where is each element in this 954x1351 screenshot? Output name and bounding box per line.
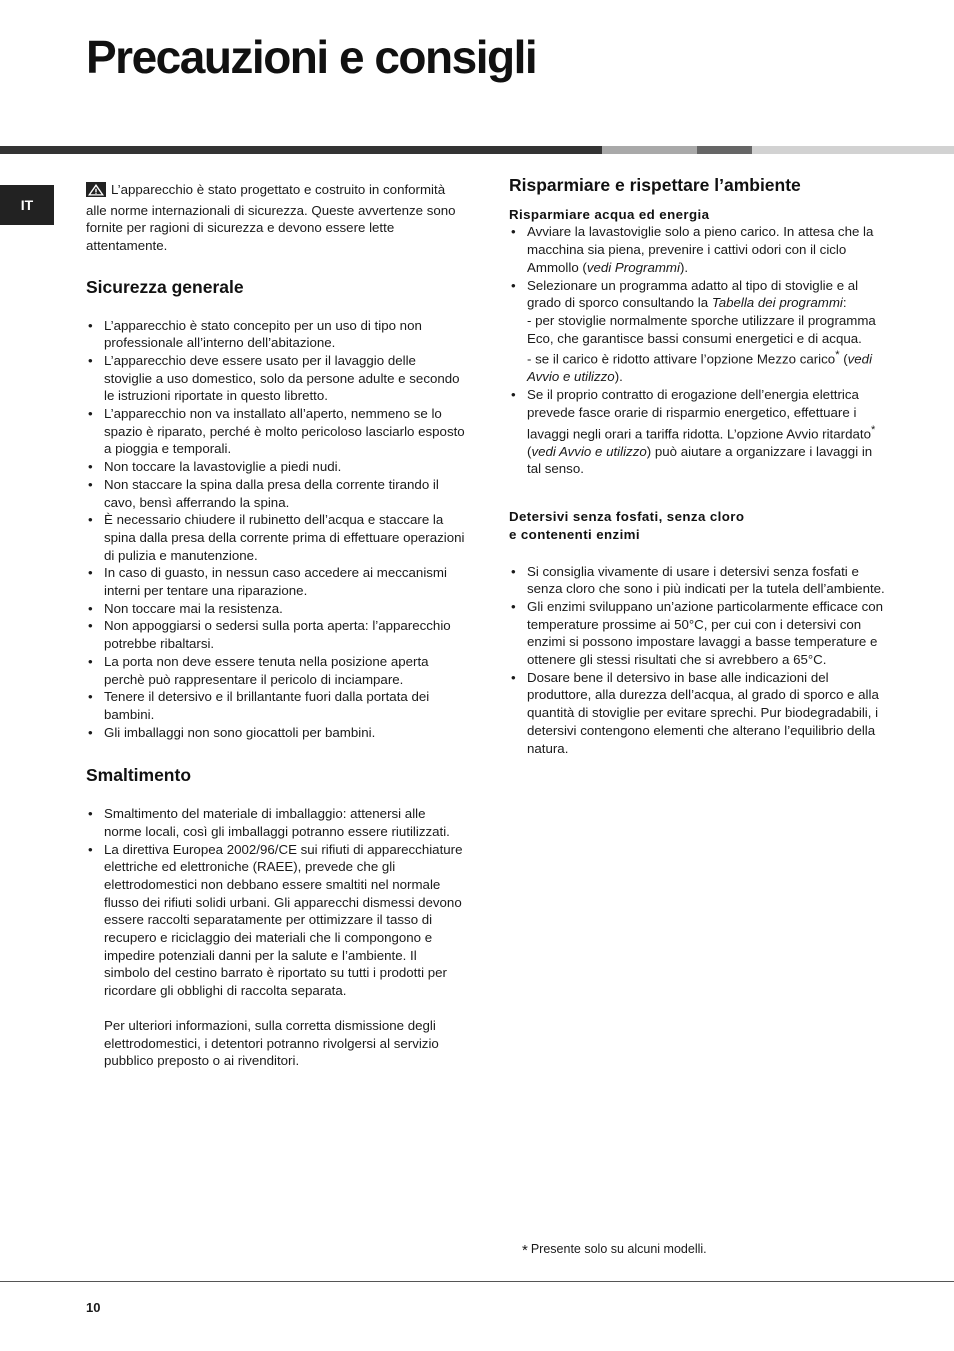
- header-bar-pale-gray: [752, 146, 954, 154]
- list-subline: - se il carico è ridotto attivare l’opzione Mezzo carico* (vedi Avvio e utilizzo).: [527, 349, 873, 385]
- sicurezza-heading: Sicurezza generale: [86, 276, 244, 297]
- left-column: [86, 181, 466, 1070]
- list-item: • Dosare bene il detersivo in base alle indicazioni del produttore, alla durezza dell’acqua, al grado di sporco e alla quantità di stoviglie per evitare sprechi. Pur biodegradabili, i detersivi contengono elementi che alterano l’equilibrio della natura.: [509, 669, 889, 758]
- intro-text: L’apparecchio è stato progettato e costruito in conformità alle norme internazionali di sicurezza. Queste avvertenze sono fornite per ragioni di sicurezza e devono essere lette attentamente.: [86, 182, 456, 254]
- footnote: [522, 1242, 707, 1259]
- header-bar-mid-gray: [697, 146, 752, 154]
- list-item: • In caso di guasto, in nessun caso accedere ai meccanismi interni per tentare una riparazione.: [86, 564, 466, 599]
- list-item: • Non toccare mai la resistenza.: [86, 600, 466, 618]
- list-item: • Avviare la lavastoviglie solo a pieno carico. In attesa che la macchina sia piena, prevenire i cattivi odori con il ciclo Ammollo (vedi Programmi).: [509, 223, 889, 276]
- footnote-marker: *: [870, 423, 876, 436]
- risparmio-subheading: Risparmiare acqua ed energia: [509, 206, 710, 222]
- language-tab: IT: [0, 185, 54, 225]
- header-bar-light-gray: [602, 146, 697, 154]
- intro-paragraph: [86, 181, 466, 255]
- page-number: 10: [86, 1300, 101, 1315]
- sicurezza-list: [86, 317, 466, 742]
- list-item: • Se il proprio contratto di erogazione dell’energia elettrica prevede fasce orarie di risparmio energetico, effettuare i lavaggi negli orari a tariffa ridotta. L’opzione Avvio ritardato* (vedi Avvio e utilizzo) può aiutare a organizzare i lavaggi in tal senso.: [509, 386, 889, 478]
- list-item: • Gli enzimi sviluppano un’azione particolarmente efficace con temperature prossime ai 50°C, per cui con i detersivi con enzimi si possono impostare lavaggi a basse temperature e ottenere gli stessi risultati che si avrebbero a 65°C.: [509, 598, 889, 669]
- list-item: • Tenere il detersivo e il brillantante fuori dalla portata dei bambini.: [86, 688, 466, 723]
- cross-reference: Tabella dei programmi: [711, 295, 843, 311]
- list-item: • L’apparecchio deve essere usato per il lavaggio delle stoviglie a uso domestico, solo da persone adulte e secondo le istruzioni riportate in questo libretto.: [86, 352, 466, 405]
- risparmio-list: [509, 223, 889, 478]
- cross-reference: vedi Programmi: [586, 259, 680, 275]
- list-item: • È necessario chiudere il rubinetto dell’acqua e staccare la spina dalla presa della corrente prima di effettuare operazioni di pulizia e manutenzione.: [86, 511, 466, 564]
- list-item: • Si consiglia vivamente di usare i detersivi senza fosfati e senza cloro che sono i più indicati per la tutela dell’ambiente.: [509, 563, 889, 598]
- list-item: • Selezionare un programma adatto al tipo di stoviglie e al grado di sporco consultando la Tabella dei programmi: - per stoviglie normalmente sporche utilizzare il programma Eco, che garantisce bassi consumi energetici e di acqua. - se il carico è ridotto attivare l’opzione Mezzo carico* (vedi Avvio e utilizzo).: [509, 277, 889, 387]
- cross-reference: vedi Avvio e utilizzo: [531, 443, 647, 459]
- footnote-text: Presente solo su alcuni modelli.: [530, 1242, 707, 1256]
- list-item: • Gli imballaggi non sono giocattoli per bambini.: [86, 724, 466, 742]
- footnote-marker: *: [835, 349, 840, 362]
- list-item: • Non staccare la spina dalla presa della corrente tirando il cavo, bensì afferrando la spina.: [86, 476, 466, 511]
- list-subline: - per stoviglie normalmente sporche utilizzare il programma Eco, che garantisce bassi consumi energetici e di acqua.: [527, 312, 876, 346]
- header-bar-dark: [0, 146, 602, 154]
- list-item: • L’apparecchio non va installato all’aperto, nemmeno se lo spazio è riparato, perché è molto pericoloso lasciarlo esposto a pioggia e temporali.: [86, 405, 466, 458]
- list-item: • La direttiva Europea 2002/96/CE sui rifiuti di apparecchiature elettriche ed elettroniche (RAEE), prevede che gli elettrodomestici non debbano essere smaltiti nel normale flusso dei rifiuti solidi urbani. Gli apparecchi dismessi devono essere raccolti separatamente per ottimizzare il tasso di recupero e riciclaggio dei materiali che li compongono e impedire potenziali danni per la salute e l’ambiente. Il simbolo del cestino barrato è riportato su tutti i prodotti per ricordare gli obblighi di raccolta separata.: [86, 841, 466, 1000]
- detersivi-subheading: Detersivi senza fosfati, senza cloro e contenenti enzimi: [509, 509, 745, 542]
- list-item: • Non toccare la lavastoviglie a piedi nudi.: [86, 458, 466, 476]
- smaltimento-note: Per ulteriori informazioni, sulla corretta dismissione degli elettrodomestici, i detentori potranno rivolgersi al servizio pubblico preposto o ai rivenditori.: [104, 1017, 439, 1069]
- list-item: • L’apparecchio è stato concepito per un uso di tipo non professionale all’interno dell’abitazione.: [86, 317, 466, 352]
- footer-divider: [0, 1281, 954, 1282]
- smaltimento-heading: Smaltimento: [86, 765, 192, 786]
- ambiente-heading: Risparmiare e rispettare l’ambiente: [509, 175, 801, 195]
- list-item: • La porta non deve essere tenuta nella posizione aperta perchè può rappresentare il pericolo di inciampare.: [86, 653, 466, 688]
- warning-icon: [86, 182, 106, 202]
- cross-reference: vedi Avvio e utilizzo: [527, 351, 873, 385]
- list-item: • Non appoggiarsi o sedersi sulla porta aperta: l’apparecchio potrebbe ribaltarsi.: [86, 617, 466, 652]
- page-title: Precauzioni e consigli: [86, 31, 537, 83]
- footnote-marker: *: [522, 1242, 528, 1259]
- smaltimento-list: [86, 805, 466, 1000]
- right-column: [509, 177, 889, 757]
- detersivi-list: [509, 563, 889, 758]
- list-item: • Smaltimento del materiale di imballaggio: attenersi alle norme locali, così gli imballaggi potranno essere riutilizzati.: [86, 805, 466, 840]
